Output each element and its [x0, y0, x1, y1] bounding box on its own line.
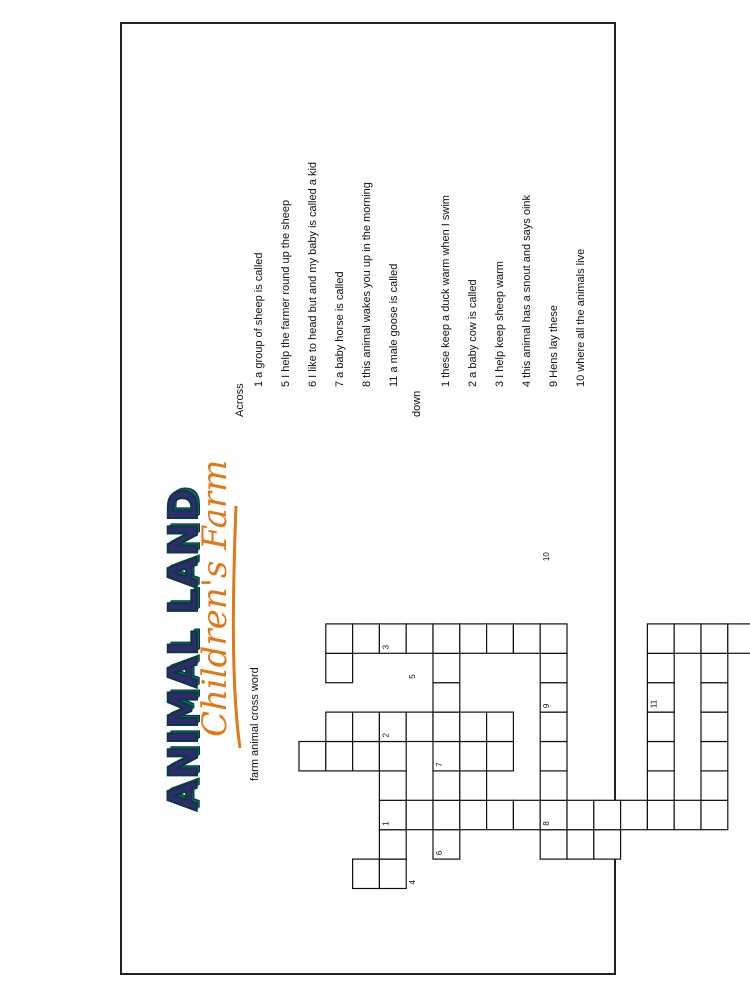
- crossword-cell[interactable]: [379, 771, 406, 800]
- across-clue: 7 a baby horse is called: [334, 271, 346, 387]
- crossword-cell[interactable]: [433, 624, 460, 653]
- crossword-cell[interactable]: [647, 742, 674, 771]
- crossword-cell[interactable]: [460, 712, 487, 741]
- crossword-cell[interactable]: [487, 624, 514, 653]
- logo-subtitle: Children's Farm: [195, 459, 235, 737]
- crossword-cell[interactable]: [487, 742, 514, 771]
- crossword-cell[interactable]: [460, 800, 487, 829]
- crossword-cell[interactable]: [460, 771, 487, 800]
- crossword-cell[interactable]: [406, 624, 433, 653]
- crossword-cell[interactable]: [540, 771, 567, 800]
- crossword-cell[interactable]: [460, 742, 487, 771]
- rotated-content: [122, 24, 659, 977]
- crossword-cell[interactable]: [647, 653, 674, 682]
- crossword-cell[interactable]: [540, 653, 567, 682]
- down-clue: 2 a baby cow is called: [467, 279, 479, 387]
- clue-number-label: 7: [435, 762, 444, 767]
- crossword-cell[interactable]: [513, 624, 540, 653]
- crossword-cell[interactable]: [701, 771, 728, 800]
- crossword-cell[interactable]: [701, 653, 728, 682]
- crossword-cell[interactable]: [433, 771, 460, 800]
- clue-number-label: 10: [542, 552, 552, 562]
- across-clue: 6 I like to head but and my baby is called a kid: [307, 161, 319, 387]
- down-clue: 10 where all the animals live: [575, 248, 587, 387]
- clue-number-label: 8: [542, 821, 552, 826]
- down-clue: 4 this animal has a snout and says oink: [521, 194, 533, 387]
- crossword-cell[interactable]: [701, 624, 728, 653]
- clue-number-label: 2: [381, 733, 391, 738]
- crossword-cell[interactable]: [406, 712, 433, 741]
- crossword-cell[interactable]: [353, 859, 380, 888]
- crossword-cell[interactable]: [326, 712, 353, 741]
- crossword-cell[interactable]: [406, 800, 433, 829]
- crossword-cell[interactable]: [701, 683, 728, 712]
- crossword-cell[interactable]: [299, 742, 326, 771]
- down-heading: down: [411, 390, 423, 417]
- worksheet-frame: [120, 22, 659, 975]
- across-clue: 5 I help the farmer round up the sheep: [280, 199, 292, 387]
- crossword-cell[interactable]: [701, 712, 728, 741]
- crossword-cell[interactable]: [594, 830, 621, 859]
- crossword-cell[interactable]: [674, 800, 701, 829]
- across-heading: Across: [234, 383, 246, 417]
- down-clue: 1 these keep a duck warm when I swim: [440, 195, 452, 387]
- crossword-cell[interactable]: [594, 800, 621, 829]
- crossword-cell[interactable]: [647, 800, 674, 829]
- crossword-cell[interactable]: [513, 800, 540, 829]
- crossword-cell[interactable]: [326, 653, 353, 682]
- across-clue: 1 a group of sheep is called: [253, 252, 265, 387]
- crossword-cell[interactable]: [567, 800, 594, 829]
- clue-number-label: 11: [649, 699, 659, 709]
- crossword-grid: [122, 24, 659, 977]
- across-clue: 8 this animal wakes you up in the morning: [361, 182, 373, 387]
- across-clue: 11 a male goose is called: [388, 263, 400, 387]
- crossword-cell[interactable]: [326, 624, 353, 653]
- down-clue: 9 Hens lay these: [548, 305, 560, 387]
- clue-number-label: 1: [381, 821, 391, 826]
- crossword-cell[interactable]: [487, 800, 514, 829]
- crossword-cell[interactable]: [540, 712, 567, 741]
- crossword-cell[interactable]: [433, 800, 460, 829]
- clue-number-label: 5: [408, 674, 418, 679]
- logo-title: ANIMAL LAND: [161, 487, 207, 811]
- crossword-cell[interactable]: [353, 712, 380, 741]
- crossword-cell[interactable]: [647, 771, 674, 800]
- crossword-cell[interactable]: [379, 830, 406, 859]
- crossword-cell[interactable]: [353, 742, 380, 771]
- crossword-cell[interactable]: [647, 624, 674, 653]
- clue-number-label: 9: [542, 703, 552, 709]
- worksheet-subtitle: farm animal cross word: [249, 667, 261, 781]
- clue-number-label: 4: [408, 880, 418, 885]
- crossword-cell[interactable]: [540, 830, 567, 859]
- down-clue: 3 I help keep sheep warm: [494, 261, 506, 387]
- crossword-cell[interactable]: [674, 624, 701, 653]
- crossword-cell[interactable]: [487, 712, 514, 741]
- crossword-cell[interactable]: [647, 712, 674, 741]
- crossword-cell[interactable]: [701, 800, 728, 829]
- crossword-cell[interactable]: [567, 830, 594, 859]
- crossword-cell[interactable]: [540, 742, 567, 771]
- crossword-cell[interactable]: [460, 624, 487, 653]
- crossword-cell[interactable]: [540, 624, 567, 653]
- crossword-cell[interactable]: [728, 624, 750, 653]
- crossword-cell[interactable]: [701, 742, 728, 771]
- crossword-cell[interactable]: [379, 859, 406, 888]
- crossword-cell[interactable]: [621, 800, 648, 829]
- clue-number-label: 3: [381, 644, 391, 650]
- crossword-cell[interactable]: [433, 653, 460, 682]
- crossword-cell[interactable]: [326, 742, 353, 771]
- clue-number-label: 6: [435, 850, 444, 856]
- crossword-cell[interactable]: [353, 624, 380, 653]
- crossword-cell[interactable]: [433, 712, 460, 741]
- crossword-cell[interactable]: [379, 742, 406, 771]
- crossword-cell[interactable]: [433, 683, 460, 712]
